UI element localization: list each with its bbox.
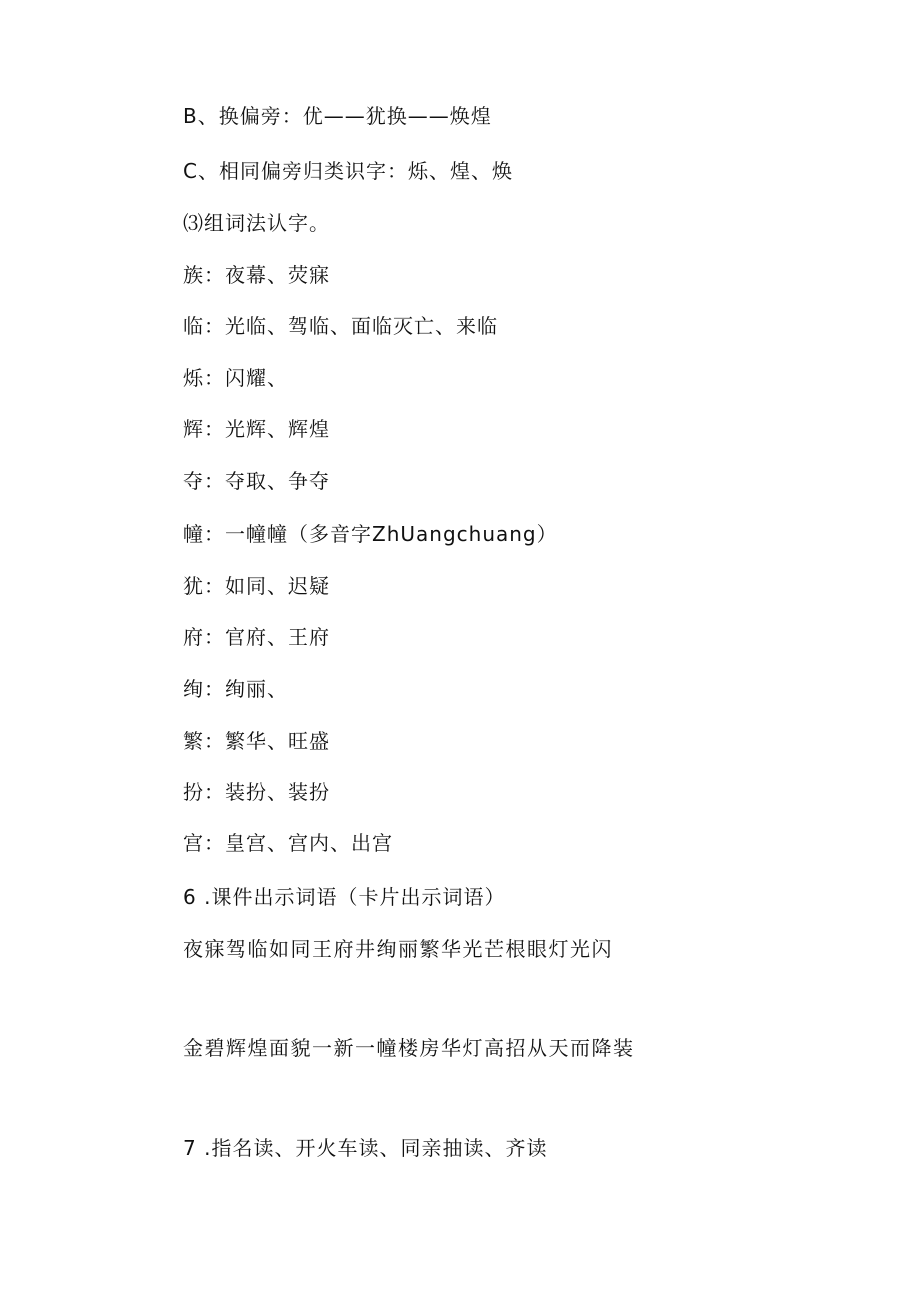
text-line-9: 幢：一幢幢（多音字ZhUangchuang） [183, 522, 558, 546]
text-line-1: B、换偏旁：优——犹换——焕煌 [183, 104, 492, 128]
text-line-18: 金碧辉煌面貌一新一幢楼房华灯高招从天而降装 [183, 1036, 635, 1060]
text-line-17: 夜寐驾临如同王府井绚丽繁华光芒根眼灯光闪 [183, 937, 613, 961]
text-line-5: 临：光临、驾临、面临灭亡、来临 [183, 314, 498, 338]
text-line-7: 辉：光辉、辉煌 [183, 417, 330, 441]
text-line-10: 犹：如同、迟疑 [183, 574, 330, 598]
text-line-19: 7 .指名读、开火车读、同亲抽读、齐读 [183, 1136, 548, 1160]
text-line-13: 繁：繁华、旺盛 [183, 729, 330, 753]
text-line-12: 绚：绚丽、 [183, 677, 288, 701]
text-line-8: 夺：夺取、争夺 [183, 469, 330, 493]
text-line-16: 6 .课件出示词语（卡片出示词语） [183, 885, 506, 909]
text-line-2: C、相同偏旁归类识字：烁、煌、焕 [183, 159, 513, 183]
text-line-6: 烁：闪耀、 [183, 366, 288, 390]
text-line-11: 府：官府、王府 [183, 625, 330, 649]
text-line-15: 宫：皇宫、宫内、出宫 [183, 831, 393, 855]
text-line-4: 族：夜幕、荧寐 [183, 263, 330, 287]
text-line-14: 扮：装扮、装扮 [183, 780, 330, 804]
text-line-3: ⑶组词法认字。 [183, 211, 330, 235]
